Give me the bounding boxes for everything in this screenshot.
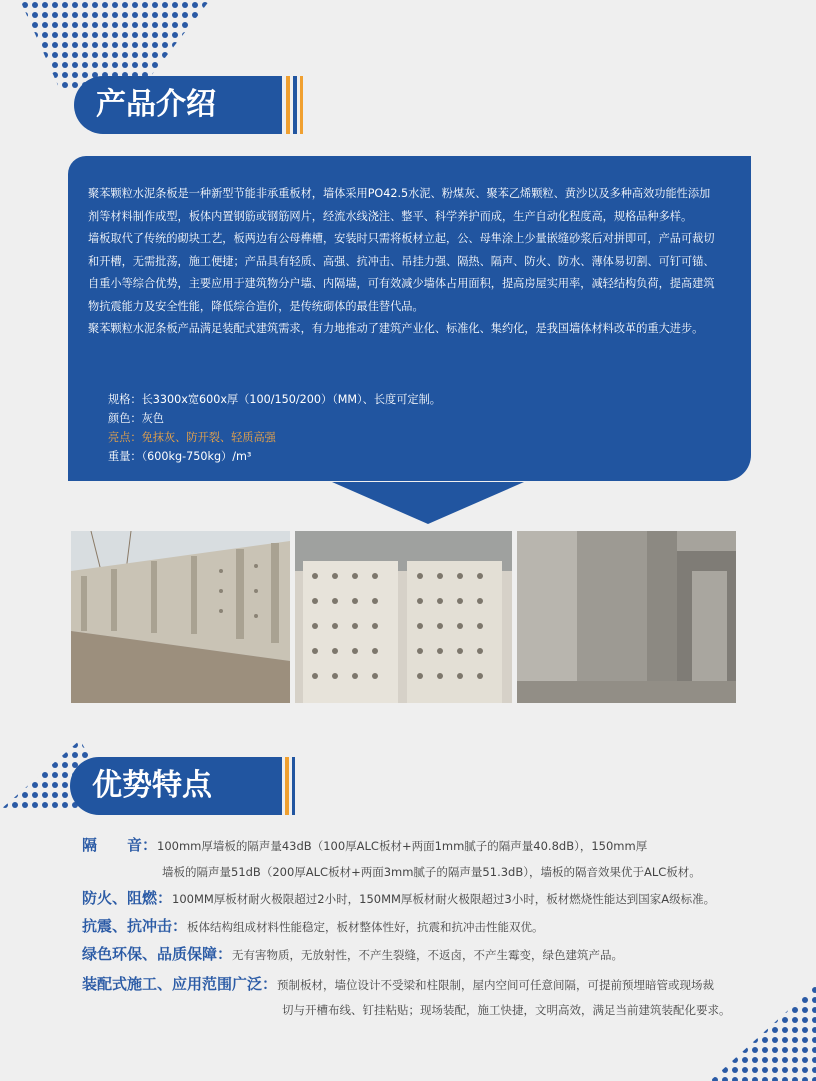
advantage-text: 预制板材，墙位设计不受梁和柱限制，屋内空间可任意间隔，可提前预埋暗管或现场裁 xyxy=(277,978,715,992)
product-photo-stacked-panels xyxy=(71,531,290,703)
spec-size: 规格：长3300x宽600x厚（100/150/200）（MM）、长度可定制。 xyxy=(108,393,441,406)
advantage-prefab xyxy=(82,973,714,994)
advantage-fire xyxy=(82,887,715,908)
intro-paragraph: 聚苯颗粒水泥条板产品满足装配式建筑需求，有力地推动了建筑产业化、标准化、集约化，是我国墙体材料改革的重大进步。 xyxy=(88,322,704,335)
spec-weight: 重量：（600kg-750kg）/m³ xyxy=(108,450,252,463)
title-accent-stripe xyxy=(300,76,303,134)
intro-paragraph: 墙板取代了传统的砌块工艺，板两边有公母榫槽，安装时只需将板材立起，公、母隼涂上少量嵌缝砂浆后对拼即可，产品可裁切和开槽，无需批荡，施工便捷；产品具有轻质、高强、抗冲击、吊挂力强、隔热、隔声、防火、防水、薄体易切割、可钉可锚、自重小等综合优势，主要应用于建筑物分户墙、内隔墙，可有效减少墙体占用面积，提高房屋实用率，减轻结构负荷，提高建筑物抗震能力及安全性能，降低综合造价，是传统砌体的最佳替代品。 xyxy=(88,232,715,313)
title-accent-stripe xyxy=(292,757,295,815)
advantage-text: 无有害物质，无放射性，不产生裂缝，不返卤，不产生霉变，绿色建筑产品。 xyxy=(232,948,624,962)
advantage-sound xyxy=(82,834,647,855)
intro-paragraph: 聚苯颗粒水泥条板是一种新型节能非承重板材，墙体采用PO42.5水泥、粉煤灰、聚苯乙烯颗粒、黄沙以及多种高效功能性添加剂等材料制作成型，板体内置钢筋或钢筋网片，经流水线浇注、整平、科学养护而成，生产自动化程度高，规格品种多样。 xyxy=(88,187,711,223)
advantage-prefab-cont xyxy=(282,1002,731,1018)
advantage-text: 板体结构组成材料性能稳定，板材整体性好，抗震和抗冲击性能双优。 xyxy=(187,920,544,934)
title-accent-stripe xyxy=(286,76,290,134)
advantage-text: 墙板的隔声量51dB（200厚ALC板材+两面3mm腻子的隔声量51.3dB），墙板的隔音效果优于ALC板材。 xyxy=(162,865,701,879)
spec-list xyxy=(88,390,441,466)
advantage-label: 隔 音： xyxy=(82,836,158,854)
intro-panel xyxy=(68,156,751,481)
advantage-label: 装配式施工、应用范围广泛： xyxy=(82,975,278,993)
spec-color: 颜色：灰色 xyxy=(108,412,164,425)
dot-pattern-bottom-right xyxy=(710,985,816,1081)
advantage-green xyxy=(82,943,623,964)
advantage-sound-cont xyxy=(162,864,701,880)
section-title-advantages: 优势特点 xyxy=(70,757,282,815)
title-accent-stripe xyxy=(285,757,289,815)
product-photo-installed-wall xyxy=(517,531,736,703)
spec-highlight: 亮点：免抹灰、防开裂、轻质高强 xyxy=(108,431,276,444)
section-title-intro: 产品介绍 xyxy=(74,76,282,134)
down-arrow-icon xyxy=(332,482,524,524)
title-accent-stripe xyxy=(293,76,297,134)
advantage-label: 抗震、抗冲击： xyxy=(82,917,188,935)
advantage-text: 100MM厚板材耐火极限超过2小时，150MM厚板材耐火极限超过3小时，板材燃烧性能达到国家A级标准。 xyxy=(172,892,716,906)
advantage-text: 100mm厚墙板的隔声量43dB（100厚ALC板材+两面1mm腻子的隔声量40.8dB），150mm厚 xyxy=(157,839,648,853)
product-photo-panel-ends xyxy=(295,531,512,703)
advantage-label: 绿色环保、品质保障： xyxy=(82,945,233,963)
advantage-label: 防火、阻燃： xyxy=(82,889,173,907)
advantage-seismic xyxy=(82,915,544,936)
advantage-text: 切与开槽布线、钉挂粘贴；现场装配，施工快捷，文明高效，满足当前建筑装配化要求。 xyxy=(282,1003,731,1017)
